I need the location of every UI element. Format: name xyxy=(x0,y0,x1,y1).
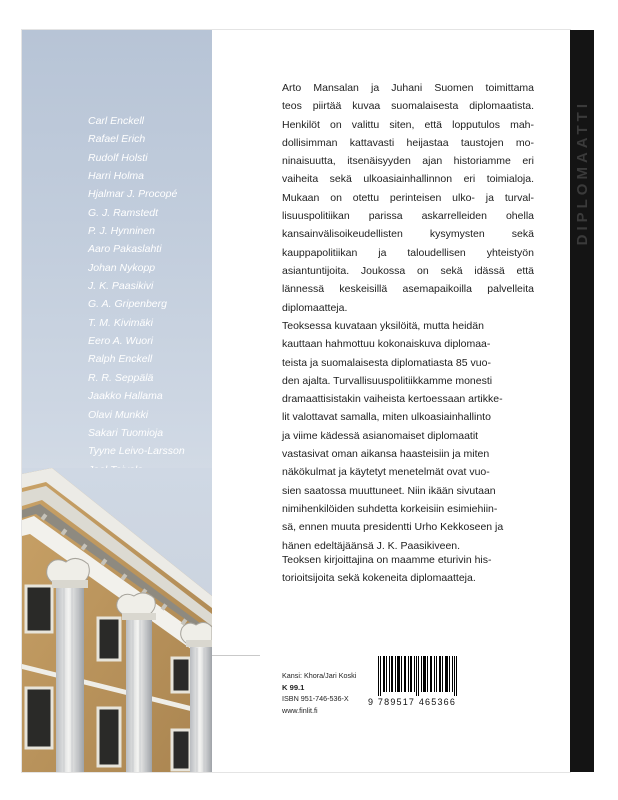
list-item: G. A. Gripenberg xyxy=(88,298,167,311)
description-paragraph-1 xyxy=(282,79,534,317)
list-item: Ralph Enckell xyxy=(88,353,153,366)
cover-credit: Kansi: Khora/Jari Koski xyxy=(282,671,357,680)
list-item: Carl Enckell xyxy=(88,115,145,127)
list-item: Hjalmar J. Procopé xyxy=(88,188,178,201)
text-line: hänen edeltäjäänsä J. K. Paasikiveen. xyxy=(282,539,461,552)
text-line: Henkilöt on valittu siten, että lopputulos mah- xyxy=(282,118,534,131)
text-line: Arto Mansalan ja Juhani Suomen toimittama xyxy=(282,82,534,94)
text-line: den ajalta. Turvallisuuspolitiikkamme monesti xyxy=(282,374,493,387)
list-item: Jaakko Hallama xyxy=(88,390,163,403)
list-item: J. K. Paasikivi xyxy=(88,280,154,293)
text-line: lit valottavat samalla, miten ulkoasiainhallinto xyxy=(282,411,491,424)
text-line: asiantuntijoita. Joukossa on sekä idässä että xyxy=(282,264,534,277)
building-photo xyxy=(22,468,212,772)
text-line: näkökulmat ja käytetyt menetelmät ovat vuo- xyxy=(282,466,490,479)
spine-title: DIPLOMAATTI xyxy=(574,100,591,246)
website: www.finlit.fi xyxy=(282,706,318,716)
list-item: Harri Holma xyxy=(88,170,145,183)
text-line: Teoksessa kuvataan yksilöitä, mutta heidän xyxy=(282,320,484,332)
text-line: vastasivat oman aikansa haasteisiin ja miten xyxy=(282,448,490,461)
text-line: dramaattisistakin vaiheista kertoessaan artikke- xyxy=(282,393,503,406)
description-paragraph-3 xyxy=(282,551,534,588)
list-item: Tyyne Leivo-Larsson xyxy=(88,445,185,458)
divider xyxy=(212,655,260,656)
text-line: sien saatossa muuttuneet. Niin ikään sivutaan xyxy=(282,484,496,497)
text-line: diplomaatteja. xyxy=(282,301,348,314)
text-line: kauttaan hahmottuu kokonaiskuva diplomaa- xyxy=(282,338,491,351)
text-line: lännessä keskeisillä asemapaikoilla palvelleita xyxy=(282,283,534,296)
text-line: nimihenkilöiden suhdetta korkeisiin esimiehiin- xyxy=(282,502,498,515)
list-item: Sakari Tuomioja xyxy=(88,426,164,439)
list-item: R. R. Seppälä xyxy=(88,371,154,384)
price-code: K 99.1 xyxy=(282,682,305,692)
barcode xyxy=(378,656,458,696)
text-line: teista ja suomalaisesta diplomatiasta 85 vuo- xyxy=(282,356,491,369)
list-item: P. J. Hynninen xyxy=(88,225,155,238)
list-item: Rafael Erich xyxy=(88,133,146,146)
text-line: torioitsijoita sekä kokeneita diplomaatteja. xyxy=(282,572,476,585)
text-line: lisuuspolitiikan parissa askarrelleiden ohella xyxy=(282,210,534,223)
list-item: Rudolf Holsti xyxy=(88,151,148,164)
text-line: vaiheita sekä ulkoasiainhallinnon eri toimialoja. xyxy=(282,173,534,186)
text-line: Teoksen kirjoittajina on maamme eturivin his- xyxy=(282,554,492,566)
text-line: kansainvälisoikeudellisten kysymysten sekä xyxy=(282,228,534,241)
list-item: G. J. Ramstedt xyxy=(88,206,159,219)
text-line: sä, ennen muuta presidentti Urho Kekkoseen ja xyxy=(282,521,504,534)
text-line: Mukaan on otettu perinteisen ulko- ja turval- xyxy=(282,191,534,204)
list-item: Aaro Pakaslahti xyxy=(88,243,162,256)
barcode-number: 9 789517 465366 xyxy=(368,697,457,707)
isbn: ISBN 951-746-536-X xyxy=(282,694,349,704)
text-line: dollisimman kattavasti heijastaa taustojen mo- xyxy=(282,136,534,149)
text-line: teos piirtää kuvaa suomalaisesta diplomaatista. xyxy=(282,100,534,113)
list-item: Olavi Munkki xyxy=(88,408,149,421)
list-item: Eero A. Wuori xyxy=(88,335,153,348)
list-item: T. M. Kivimäki xyxy=(88,316,153,329)
book-spine xyxy=(570,30,594,772)
publication-credits xyxy=(282,670,356,717)
list-item: Johan Nykopp xyxy=(88,261,156,274)
description-paragraph-2 xyxy=(282,317,534,555)
text-line: ja viime kädessä asianomaiset diplomaatit xyxy=(282,429,479,442)
text-line: kauppapolitiikan ja taloudellisen yhteistyön xyxy=(282,246,534,259)
text-line: ninaisuutta, itsenäisyyden ajan historiamme eri xyxy=(282,155,534,168)
